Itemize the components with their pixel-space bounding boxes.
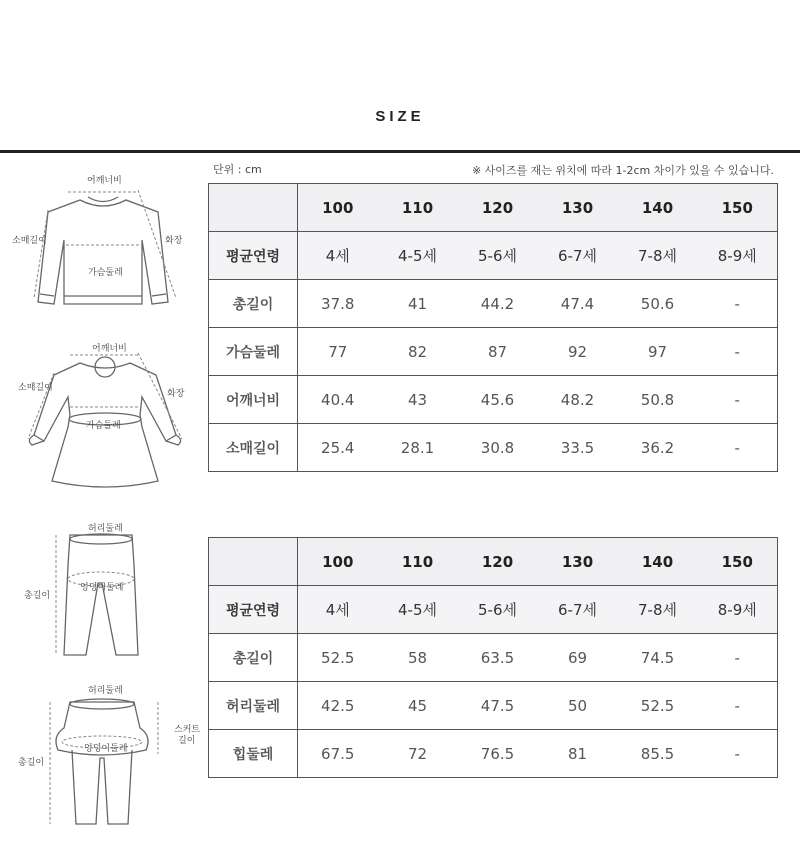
- table-cell: -: [698, 328, 778, 376]
- table-cell: -: [698, 682, 778, 730]
- table-cell: 5-6세: [458, 232, 538, 280]
- table-cell: 45: [378, 682, 458, 730]
- size-header: 150: [698, 538, 778, 586]
- row-label: 힙둘레: [209, 730, 298, 778]
- table-cell: -: [698, 280, 778, 328]
- skirt-length-label: 총길이: [18, 758, 45, 768]
- table-cell: 25.4: [298, 424, 378, 472]
- skirt-length-label-line1: 스커트: [174, 725, 201, 735]
- table-row: [209, 280, 778, 328]
- pants-illustration: [40, 525, 160, 665]
- size-header: 100: [298, 538, 378, 586]
- size-header: 120: [458, 538, 538, 586]
- table-cell: 8-9세: [698, 232, 778, 280]
- table-cell: 33.5: [538, 424, 618, 472]
- row-label: 소매길이: [209, 424, 298, 472]
- table-row: [209, 730, 778, 778]
- size-header: 110: [378, 184, 458, 232]
- skirt-pants-illustration: [40, 688, 190, 833]
- table-cell: 77: [298, 328, 378, 376]
- pants-waist-label: 허리둘레: [88, 524, 123, 534]
- table-cell: 36.2: [618, 424, 698, 472]
- size-header: 130: [538, 538, 618, 586]
- skirt-length-label-line2: 길이: [178, 736, 196, 746]
- top-shoulder-label: 어깨너비: [87, 176, 122, 186]
- table-cell: 8-9세: [698, 586, 778, 634]
- table-cell: 69: [538, 634, 618, 682]
- table-cell: 50: [538, 682, 618, 730]
- size-header: 150: [698, 184, 778, 232]
- skirt-hip-label: 엉덩이둘레: [84, 744, 128, 754]
- dress-hwajang-label: 화장: [167, 389, 185, 399]
- table-cell: 52.5: [618, 682, 698, 730]
- top-size-table: [208, 183, 778, 472]
- table-row: [209, 328, 778, 376]
- header-corner: [209, 538, 298, 586]
- table-cell: 41: [378, 280, 458, 328]
- table-cell: 85.5: [618, 730, 698, 778]
- skirt-waist-label: 허리둘레: [88, 686, 123, 696]
- table-cell: 52.5: [298, 634, 378, 682]
- size-header: 110: [378, 538, 458, 586]
- table-cell: 6-7세: [538, 232, 618, 280]
- table-cell: 45.6: [458, 376, 538, 424]
- table-cell: 50.8: [618, 376, 698, 424]
- size-header: 140: [618, 184, 698, 232]
- size-header: 100: [298, 184, 378, 232]
- top-illustration: [18, 180, 188, 320]
- table-header-row: [209, 184, 778, 232]
- row-label: 어깨너비: [209, 376, 298, 424]
- dress-shoulder-label: 어깨너비: [92, 344, 127, 354]
- row-label: 총길이: [209, 634, 298, 682]
- row-label: 평균연령: [209, 586, 298, 634]
- table-cell: 30.8: [458, 424, 538, 472]
- table-cell: 28.1: [378, 424, 458, 472]
- top-hwajang-label: 화장: [165, 236, 183, 246]
- table-header-row: [209, 538, 778, 586]
- table-cell: -: [698, 376, 778, 424]
- measurement-note: ※ 사이즈를 재는 위치에 따라 1-2cm 차이가 있을 수 있습니다.: [471, 164, 774, 177]
- table-cell: 97: [618, 328, 698, 376]
- table-cell: 6-7세: [538, 586, 618, 634]
- bottom-size-table: [208, 537, 778, 778]
- dress-sleeve-label: 소매길이: [18, 383, 53, 393]
- pants-length-label: 총길이: [24, 591, 51, 601]
- table-cell: 7-8세: [618, 586, 698, 634]
- size-header: 140: [618, 538, 698, 586]
- table-cell: 92: [538, 328, 618, 376]
- table-cell: 37.8: [298, 280, 378, 328]
- table-cell: 87: [458, 328, 538, 376]
- table-cell: -: [698, 730, 778, 778]
- table-cell: 43: [378, 376, 458, 424]
- table-cell: 76.5: [458, 730, 538, 778]
- table-cell: 4세: [298, 586, 378, 634]
- table-cell: 44.2: [458, 280, 538, 328]
- table-cell: 47.5: [458, 682, 538, 730]
- table-cell: 4-5세: [378, 232, 458, 280]
- row-label: 평균연령: [209, 232, 298, 280]
- table-row: [209, 232, 778, 280]
- pants-hip-label: 엉덩이둘레: [80, 583, 124, 593]
- table-cell: 4세: [298, 232, 378, 280]
- row-label: 가슴둘레: [209, 328, 298, 376]
- table-cell: 42.5: [298, 682, 378, 730]
- table-cell: -: [698, 634, 778, 682]
- table-row: [209, 634, 778, 682]
- table-cell: 82: [378, 328, 458, 376]
- top-sleeve-label: 소매길이: [12, 236, 47, 246]
- table-cell: 50.6: [618, 280, 698, 328]
- table-cell: 74.5: [618, 634, 698, 682]
- title-divider: [0, 150, 800, 153]
- top-chest-label: 가슴둘레: [88, 268, 123, 278]
- table-row: [209, 424, 778, 472]
- table-cell: 40.4: [298, 376, 378, 424]
- table-cell: 48.2: [538, 376, 618, 424]
- table-cell: -: [698, 424, 778, 472]
- table-cell: 5-6세: [458, 586, 538, 634]
- table-cell: 58: [378, 634, 458, 682]
- page-title: SIZE: [375, 108, 425, 125]
- dress-chest-label: 가슴둘레: [86, 421, 121, 431]
- unit-note: 단위 : cm: [213, 163, 262, 176]
- table-cell: 67.5: [298, 730, 378, 778]
- row-label: 허리둘레: [209, 682, 298, 730]
- table-cell: 47.4: [538, 280, 618, 328]
- table-row: [209, 586, 778, 634]
- table-row: [209, 682, 778, 730]
- size-header: 120: [458, 184, 538, 232]
- table-cell: 81: [538, 730, 618, 778]
- table-cell: 4-5세: [378, 586, 458, 634]
- header-corner: [209, 184, 298, 232]
- table-row: [209, 376, 778, 424]
- table-cell: 63.5: [458, 634, 538, 682]
- size-header: 130: [538, 184, 618, 232]
- table-cell: 72: [378, 730, 458, 778]
- table-cell: 7-8세: [618, 232, 698, 280]
- row-label: 총길이: [209, 280, 298, 328]
